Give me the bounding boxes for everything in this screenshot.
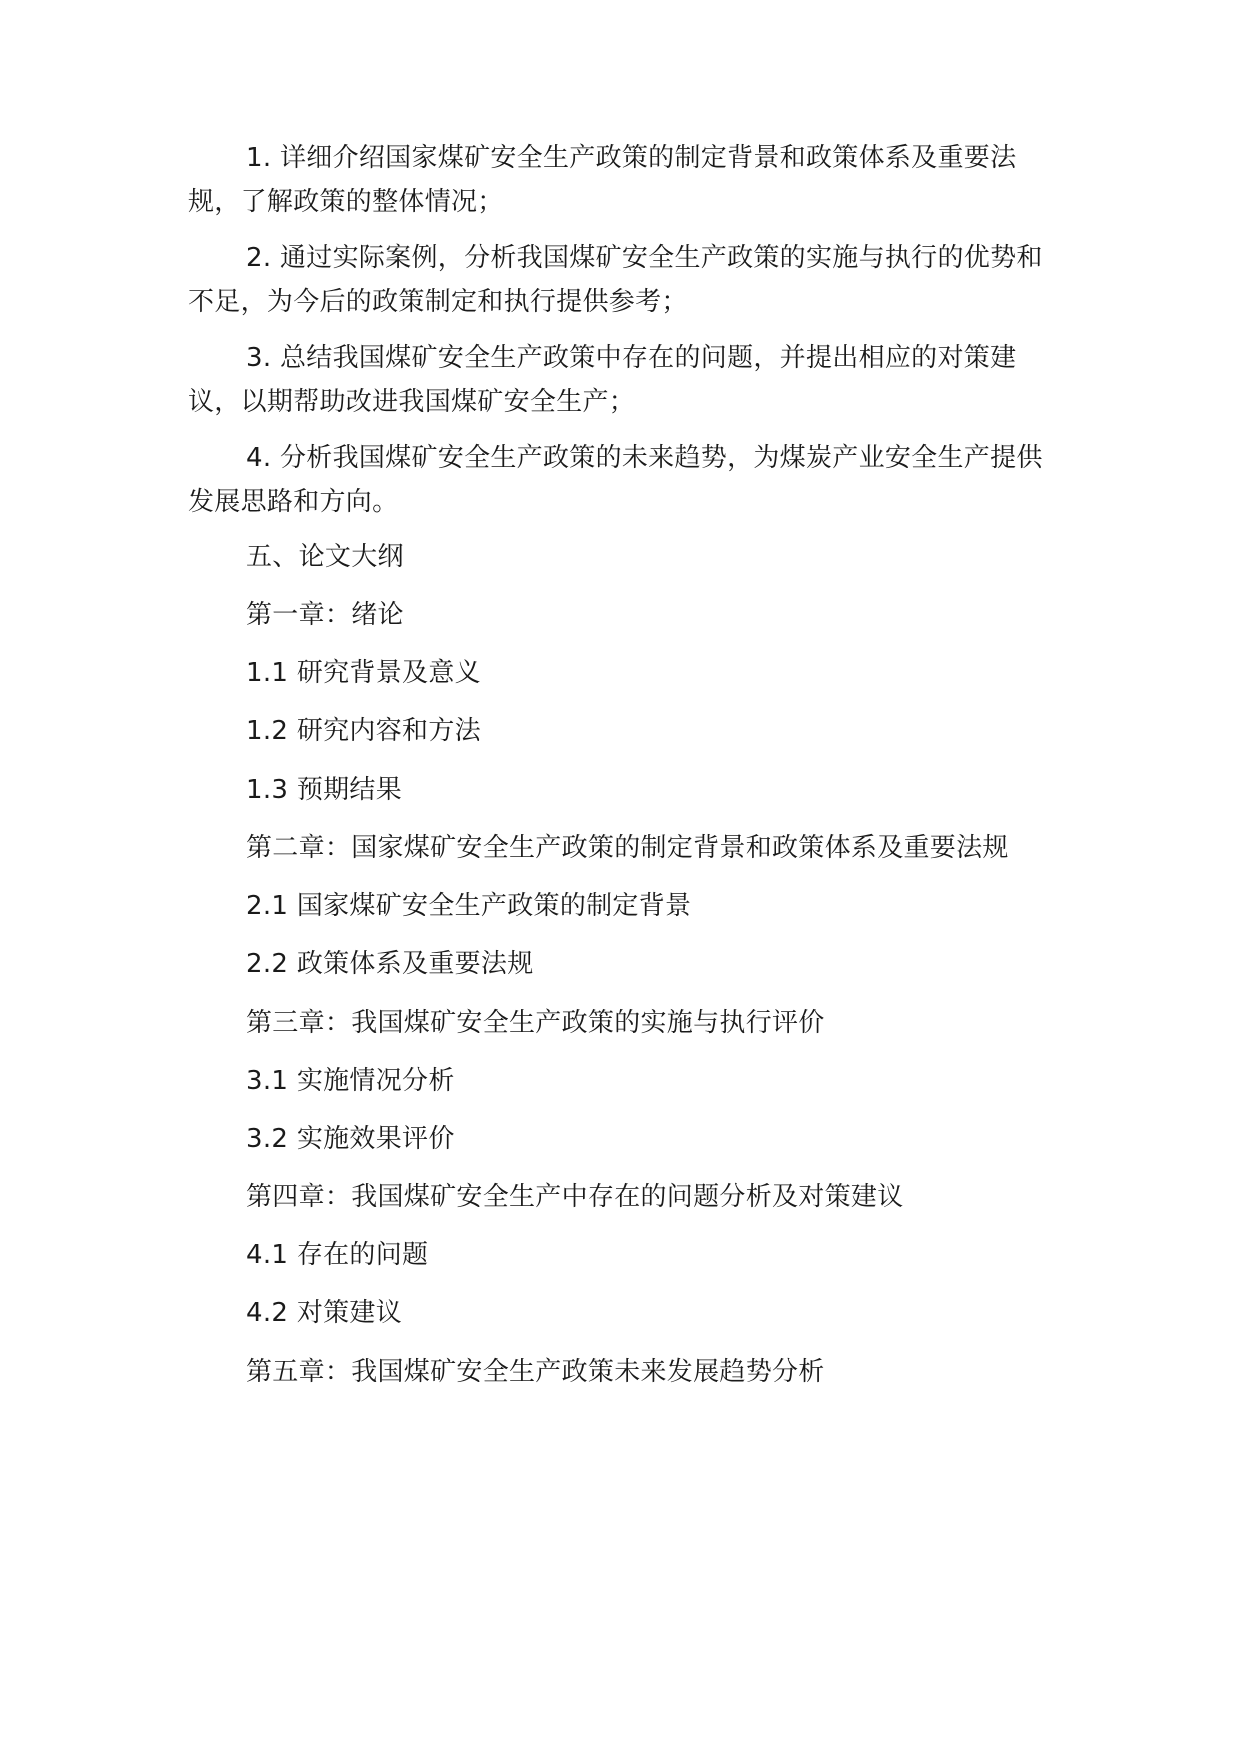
outline-item-4-1: 4.1 存在的问题: [246, 1240, 429, 1270]
section-heading-outline: 五、论文大纲: [246, 542, 404, 572]
objective-paragraph-1: 1. 详细介绍国家煤矿安全生产政策的制定背景和政策体系及重要法规，了解政策的整体情况；: [188, 143, 1017, 217]
objective-paragraph-4: 4. 分析我国煤矿安全生产政策的未来趋势，为煤炭产业安全生产提供发展思路和方向。: [188, 443, 1043, 517]
chapter-2-heading: 第二章：国家煤矿安全生产政策的制定背景和政策体系及重要法规: [246, 833, 1009, 863]
outline-item-1-3: 1.3 预期结果: [246, 775, 403, 805]
outline-item-1-2: 1.2 研究内容和方法: [246, 716, 481, 746]
chapter-3-heading: 第三章：我国煤矿安全生产政策的实施与执行评价: [246, 1008, 825, 1038]
outline-item-3-1: 3.1 实施情况分析: [246, 1066, 455, 1096]
outline-item-2-1: 2.1 国家煤矿安全生产政策的制定背景: [246, 891, 692, 921]
chapter-5-heading: 第五章：我国煤矿安全生产政策未来发展趋势分析: [246, 1357, 825, 1387]
chapter-4-heading: 第四章：我国煤矿安全生产中存在的问题分析及对策建议: [246, 1182, 904, 1212]
outline-item-3-2: 3.2 实施效果评价: [246, 1124, 455, 1154]
objective-paragraph-3: 3. 总结我国煤矿安全生产政策中存在的问题，并提出相应的对策建议，以期帮助改进我国煤矿安全生产；: [188, 343, 1017, 417]
objective-paragraph-2: 2. 通过实际案例，分析我国煤矿安全生产政策的实施与执行的优势和不足，为今后的政策制定和执行提供参考；: [188, 243, 1043, 317]
outline-item-4-2: 4.2 对策建议: [246, 1298, 403, 1328]
chapter-1-heading: 第一章：绪论: [246, 600, 404, 630]
outline-item-1-1: 1.1 研究背景及意义: [246, 658, 481, 688]
outline-item-2-2: 2.2 政策体系及重要法规: [246, 949, 534, 979]
